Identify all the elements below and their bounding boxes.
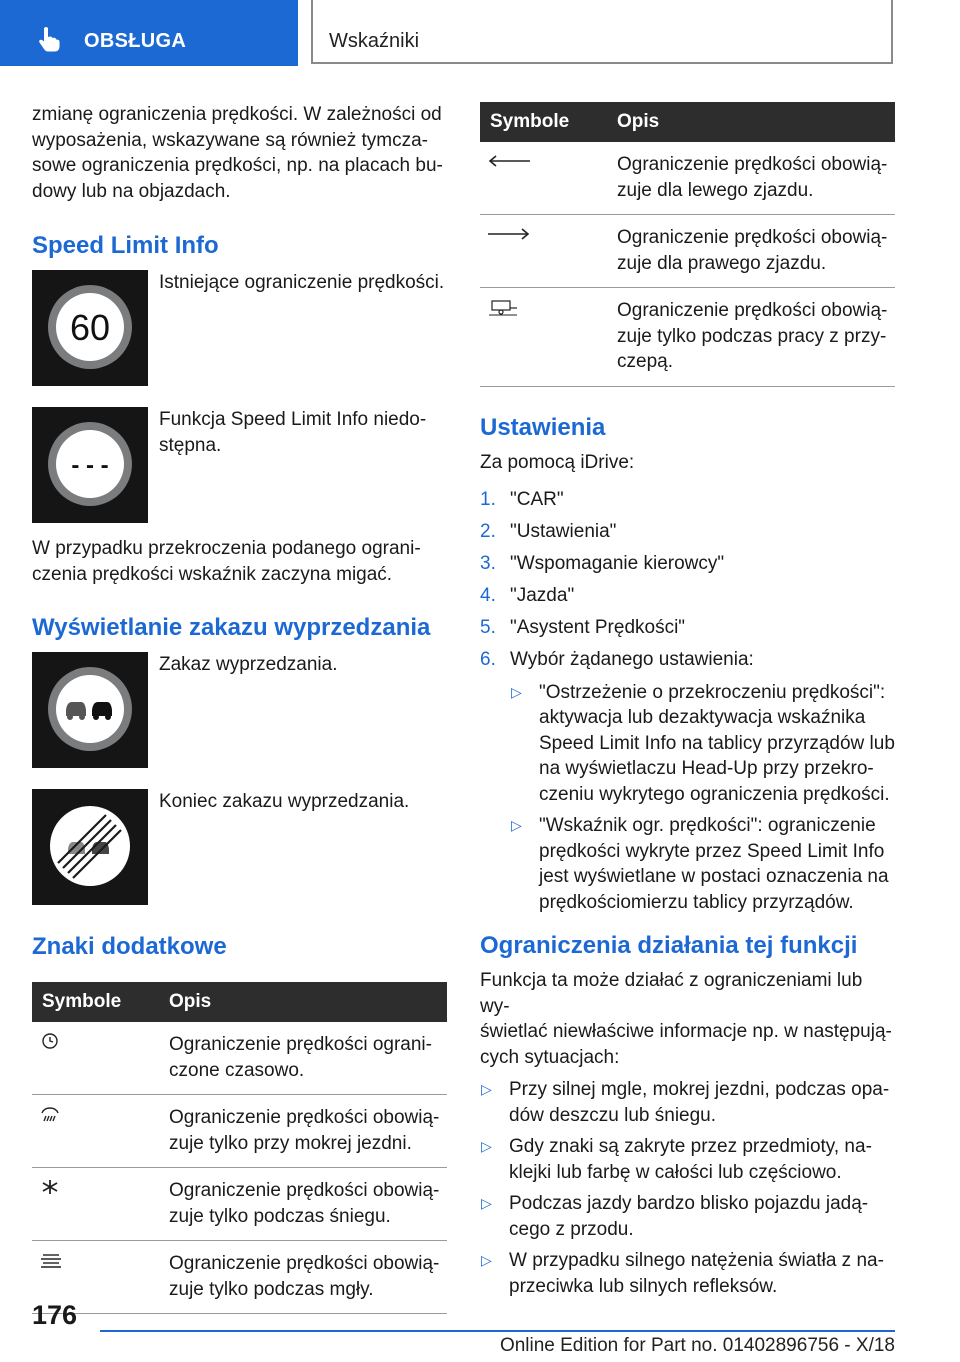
- footer-divider: [100, 1330, 895, 1332]
- bullet-triangle-icon: ▷: [481, 1195, 492, 1211]
- heading-overtaking: Wyświetlanie zakazu wyprzedzania: [32, 614, 431, 641]
- table-row: [480, 142, 895, 215]
- row-description: Ograniczenie prędkości ograni- czone czasowo.: [169, 1022, 447, 1095]
- list-item: ▷ "Ostrzeżenie o przekroczeniu prędkości": aktywacja lub dezaktywacja wskaźnika Speed Limit Info na tablicy przyrządów lub na wyświetlaczu Head-Up przy przekro- czeniu wykrytego ograniczenia prędkości.: [511, 681, 895, 805]
- fog-icon: [38, 1251, 64, 1271]
- table-row: [32, 1168, 447, 1241]
- hand-pointer-icon: [38, 26, 60, 52]
- list-item: ▷ Przy silnej mgle, mokrej jezdni, podczas opa- dów deszczu lub śniegu.: [481, 1079, 890, 1126]
- table-header-row: [32, 982, 447, 1022]
- left-column: [32, 102, 447, 1314]
- setting-options: [510, 680, 895, 916]
- table-header-row: [480, 102, 895, 142]
- end-no-overtaking-sign-icon: [32, 789, 148, 905]
- list-item: ▷ Gdy znaki są zakryte przez przedmioty, na- klejki lub farbę w całości lub częściowo.: [481, 1136, 872, 1183]
- table-header-description: Opis: [169, 982, 447, 1022]
- sign-unavailable-text: Funkcja Speed Limit Info niedo- stępna.: [159, 409, 427, 456]
- bullet-triangle-icon: ▷: [481, 1252, 492, 1268]
- list-item: 2. "Ustawienia": [480, 521, 617, 542]
- sign-60-value: 60: [69, 307, 111, 348]
- limitations-list: [480, 1077, 895, 1299]
- row-description: Ograniczenie prędkości obowią- zuje dla lewego zjazdu.: [617, 142, 895, 215]
- exceed-paragraph: W przypadku przekroczenia podanego ograni- czenia prędkości wskaźnik zaczyna migać.: [32, 538, 421, 585]
- end-no-overtaking-text: Koniec zakazu wyprzedzania.: [159, 791, 410, 812]
- limitations-intro: Funkcja ta może działać z ograniczeniami lub wy- świetlać niewłaściwe informacje np. w następują- cych sytuacjach:: [480, 970, 892, 1068]
- right-column: [480, 102, 895, 1305]
- row-description: Ograniczenie prędkości obowią- zuje tylko przy mokrej jezdni.: [169, 1095, 447, 1168]
- table-row: [32, 1241, 447, 1314]
- sign-row-end-no-overtaking: [32, 789, 447, 905]
- section-label: OBSŁUGA: [84, 30, 187, 52]
- list-item: 5. "Asystent Prędkości": [480, 617, 686, 638]
- sign-60-text: Istniejące ograniczenie prędkości.: [159, 272, 445, 293]
- list-item: ▷ Podczas jazdy bardzo blisko pojazdu jadą- cego z przodu.: [481, 1193, 869, 1240]
- list-item: 3. "Wspomaganie kierowcy": [480, 553, 725, 574]
- intro-paragraph: zmianę ograniczenia prędkości. W zależności od wyposażenia, wskazywane są również tymcza- sowe ograniczenia prędkości, np. na placach bu- dowy lub na objazdach.: [32, 104, 443, 202]
- bullet-triangle-icon: ▷: [511, 683, 522, 700]
- snowflake-icon: [38, 1178, 62, 1198]
- edition-text: Online Edition for Part no. 01402896756 - X/18: [499, 1335, 895, 1356]
- row-description: Ograniczenie prędkości obowią- zuje tylko podczas mgły.: [169, 1241, 447, 1314]
- bullet-triangle-icon: ▷: [481, 1081, 492, 1097]
- page-header: [0, 0, 960, 66]
- heading-speed-limit-info: Speed Limit Info: [32, 232, 219, 259]
- settings-intro: Za pomocą iDrive:: [480, 451, 635, 473]
- section-tab[interactable]: [0, 0, 298, 66]
- list-item: 4. "Jazda": [480, 585, 575, 606]
- list-item: 1. "CAR": [480, 489, 564, 510]
- list-item: 6. Wybór żądanego ustawienia: ▷ "Ostrzeżenie o przekroczeniu prędkości": aktywacja lub dezaktywacja wskaźnika Speed Limit Info na tablicy przyrządów lub na wyświetlaczu Head-Up przy przekro- czeniu wykrytego ograniczenia prędkości. ▷ "Wskaźnik ogr. prędkości": ograniczenie prędkości wykryte przez Speed Limit Info jest wyświetlane w postaci oznaczenia na prędkościomierzu tablicy przyrządów.: [480, 647, 895, 915]
- no-overtaking-text: Zakaz wyprzedzania.: [159, 654, 338, 675]
- bullet-triangle-icon: ▷: [481, 1138, 492, 1154]
- table-header-symbols: Symbole: [32, 982, 169, 1022]
- table-header-symbols: Symbole: [480, 102, 617, 142]
- table-header-description: Opis: [617, 102, 895, 142]
- table-row: [32, 1022, 447, 1095]
- heading-extra-signs: Znaki dodatkowe: [32, 933, 227, 960]
- row-description: Ograniczenie prędkości obowią- zuje tylko podczas pracy z przy- czepą.: [617, 288, 895, 387]
- trailer-icon: [486, 298, 520, 318]
- subsection-label: Wskaźniki: [329, 30, 420, 52]
- sign-row-no-overtaking: [32, 652, 447, 768]
- subsection-tab[interactable]: [311, 0, 893, 64]
- table-row: [32, 1095, 447, 1168]
- table-row: [480, 288, 895, 387]
- clock-icon: [38, 1032, 62, 1052]
- bullet-triangle-icon: ▷: [511, 817, 522, 833]
- sign-row-unavailable: [32, 407, 447, 523]
- row-description: Ograniczenie prędkości obowią- zuje tylko podczas śniegu.: [169, 1168, 447, 1241]
- table-row: [480, 215, 895, 288]
- settings-steps: [480, 487, 895, 915]
- speed-limit-unavailable-sign-icon: [32, 407, 148, 523]
- list-item: ▷ "Wskaźnik ogr. prędkości": ograniczenie prędkości wykryte przez Speed Limit Info jest wyświetlane w postaci oznaczenia na prędkościomierzu tablicy przyrządów.: [511, 815, 889, 913]
- row-description: Ograniczenie prędkości obowią- zuje dla prawego zjazdu.: [617, 215, 895, 288]
- no-overtaking-sign-icon: [32, 652, 148, 768]
- exit-signs-table: [480, 102, 895, 387]
- page-number: 176: [32, 1300, 78, 1330]
- heading-limitations: Ograniczenia działania tej funkcji: [480, 932, 858, 959]
- speed-limit-60-sign-icon: [32, 270, 148, 386]
- sign-unavailable-value: - - -: [71, 452, 109, 479]
- heading-settings: Ustawienia: [480, 413, 606, 441]
- sign-row-60: [32, 270, 447, 386]
- list-item: ▷ W przypadku silnego natężenia światła z na- przeciwka lub silnych refleksów.: [481, 1250, 884, 1297]
- arrow-left-icon: [486, 152, 532, 172]
- extra-signs-table: [32, 982, 447, 1314]
- arrow-right-icon: [486, 225, 532, 245]
- wet-road-icon: [38, 1105, 62, 1125]
